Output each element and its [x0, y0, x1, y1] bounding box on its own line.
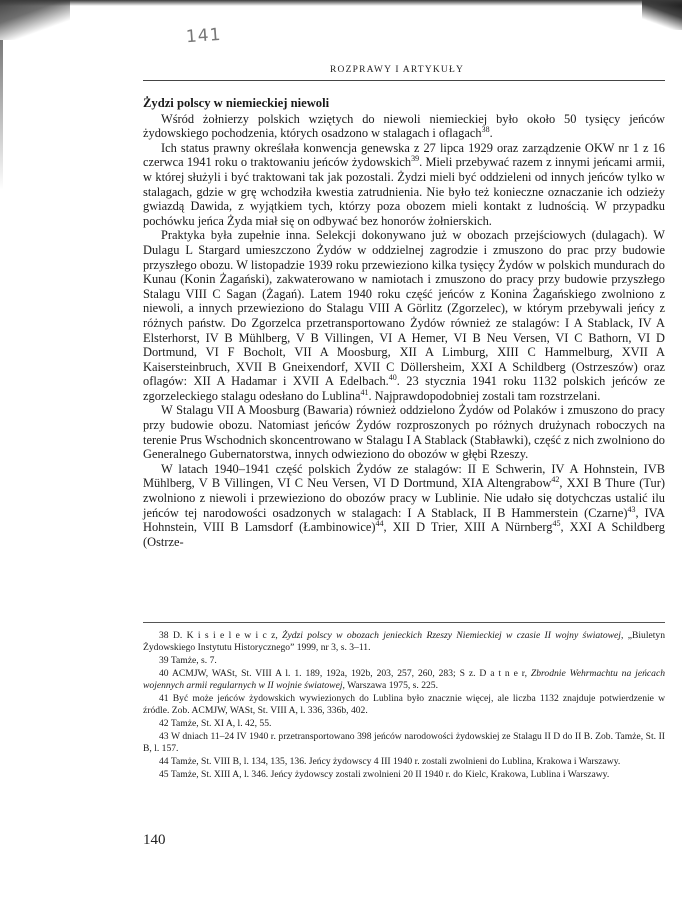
footnote-ref[interactable]: 43	[627, 504, 636, 514]
scan-shadow-left	[0, 40, 3, 190]
footnote-ref[interactable]: 41	[360, 387, 369, 397]
footnote-ref[interactable]: 38	[481, 125, 490, 135]
footnote-rule	[143, 622, 665, 623]
paragraph: W Stalagu VII A Moosburg (Bawaria) również oddzielono Żydów od Polaków i zmuszono do pracy przy budowie obozu. Natomiast jeńców Żydów rozproszonych po różnych drużynach roboczych na terenie Prus Wschodnich skoncentrowano w Stalagu I A Stablack (Stabławki), część z nich zwolniono do Generalnego Gubernatorstwa, innych odwieziono do obozów w głębi Rzeszy.	[143, 403, 665, 462]
footnote: 39 Tamże, s. 7.	[159, 655, 217, 666]
paragraph: Ich status prawny określała konwencja genewska z 27 lipca 1929 oraz zarządzenie OKW nr 1 z 16 czerwca 1941 roku o traktowaniu jeńców żydowskich$^{39}$. Mieli przebywać razem z innymi jeńcami armii, w której służyli i być traktowani tak jak pozostali. Żydzi mieli być oddzieleni od innych jeńców tylko w stalagach, gdzie w grę wchodziła kwestia zatrudnienia. Nie było też konieczne oznaczanie ich odzieży gwiazdą Dawida, z wyjątkiem tych, którzy poza obozem mieli kontakt z ludnością. W przypadku pochówku jeńca Żyda miał się on odbywać bez honorów żołnierskich.	[143, 140, 665, 228]
paragraph: W latach 1940–1941 część polskich Żydów ze stalagów: II E Schwerin, IV A Hohnstein, IVB Mühlberg, V B Villingen, VI C Neu Versen, VI D Dortmund, XIA Altengrabow$^{42}$, XXI B Thure (Tur) zwolniono z niewoli i przewieziono do obozów pracy w Lublinie. Nie udało się dotychczas ustalić ilu jeńców tej narodowości osadzonych w stalagach: I A Stablack, II B Hammerstein (Czarne)$^{43}$, IVA Hohnstein, VIII B Lamsdorf (Łambinowice)$^{44}$, XII D Trier, XIII A Nürnberg$^{45}$, XXI A Schildberg (Ostrze-	[143, 461, 666, 549]
header-rule	[143, 80, 665, 81]
main-text	[143, 96, 665, 549]
section-heading: Żydzi polscy w niemieckiej niewoli	[143, 96, 330, 110]
footnote: 38 D. K i s i e l e w i c z, Żydzi polscy w obozach jenieckich Rzeszy Niemieckiej w czasie II wojny światowej, „Biuletyn Żydowskiego Instytutu Historycznego” 1999, nr 3, s. 3–11.	[143, 630, 666, 653]
footnote: 42 Tamże, St. XI A, l. 42, 55.	[159, 718, 272, 729]
footnote: 41 Być może jeńców żydowskich wywiezionych do Lublina było znacznie więcej, ale liczba 1132 znajduje potwierdzenie w źródle. Zob. ACMJW, WASt, St. VIII A, l. 336, 336b, 402.	[143, 693, 665, 716]
paragraph: Wśród żołnierzy polskich wziętych do niewoli niemieckiej było około 50 tysięcy jeńców żydowskiego pochodzenia, których osadzono w stalagach i oflagach$^{38}$.	[143, 111, 665, 141]
footnote-ref[interactable]: 44	[375, 519, 384, 529]
footnote-ref[interactable]: 42	[551, 475, 560, 485]
paragraph: Praktyka była zupełnie inna. Selekcji dokonywano już w obozach przejściowych (dulagach). W Dulagu L Stargard umieszczono Żydów w oddzielnej zagrodzie i zmuszono do prac przy budowie przyszłego obozu. W listopadzie 1939 roku przewieziono kilka tysięcy Żydów w polskich mundurach do Kunau (Konin Żagański), zakwaterowano w namiotach i zmuszono do pracy przy budowie przyszłego Stalagu VIII C Sagan (Żagań). Latem 1940 roku część jeńców z Konina Żagańskiego zwolniono z niewoli, a innych przewieziono do Stalagu VIII A Görlitz (Zgorzelec), w którym przebywali jeńcy z różnych państw. Do Zgorzelca przetransportowano Żydów również ze stalagów: I A Stablack, IV A Elsterhorst, IV B Mühlberg, V B Villingen, VI A Hemer, VI B Neu Versen, VI C Bathorn, VI D Dortmund, VI F Bocholt, VII A Moosburg, XII A Limburg, XIII C Hammelburg, XVII A Kaisersteinbruch, XVII B Gneixendorf, XVII C Döllersheim, XXI A Schildberg (Ostrzeszów) oraz oflagów: XII A Hadamar i XVII A Edelbach.$^{40}$. 23 stycznia 1941 roku 1132 polskich jeńców ze zgorzeleckiego stalagu odesłano do Lublina$^{41}$. Najprawdopodobniej zostali tam rozstrzelani.	[143, 228, 666, 403]
footnote: 40 ACMJW, WASt, St. VIII A l. 1. 189, 192a, 192b, 203, 257, 260, 283; S z. D a t n e r, Zbrodnie Wehrmachtu na jeńcach wojennych armii regularnych w II wojnie światowej, Warszawa 1975, s. 225.	[143, 668, 665, 691]
scan-shadow-top	[0, 0, 682, 6]
footnotes	[143, 630, 665, 782]
handwritten-page-note: 141	[185, 24, 223, 48]
running-head: ROZPRAWY I ARTYKUŁY	[330, 65, 465, 75]
page-number: 140	[143, 832, 166, 848]
footnote-ref[interactable]: 40	[388, 373, 397, 383]
footnote-ref[interactable]: 45	[552, 519, 561, 529]
footnote: 43 W dniach 11–24 IV 1940 r. przetransportowano 398 jeńców narodowości żydowskiej ze Stalagu II D do II B. Zob. Tamże, St. II B, l. 157.	[143, 731, 665, 754]
footnote-ref[interactable]: 39	[411, 154, 420, 164]
footnote: 45 Tamże, St. XIII A, l. 346. Jeńcy żydowscy zostali zwolnieni 20 II 1940 r. do Kielc, Krakowa, Lublina i Warszawy.	[159, 769, 610, 780]
scan-shadow-top-left	[0, 0, 70, 40]
footnote: 44 Tamże, St. VIII B, l. 134, 135, 136. Jeńcy żydowscy 4 III 1940 r. zostali zwolnieni do Lublina, Krakowa i Warszawy.	[159, 756, 621, 767]
